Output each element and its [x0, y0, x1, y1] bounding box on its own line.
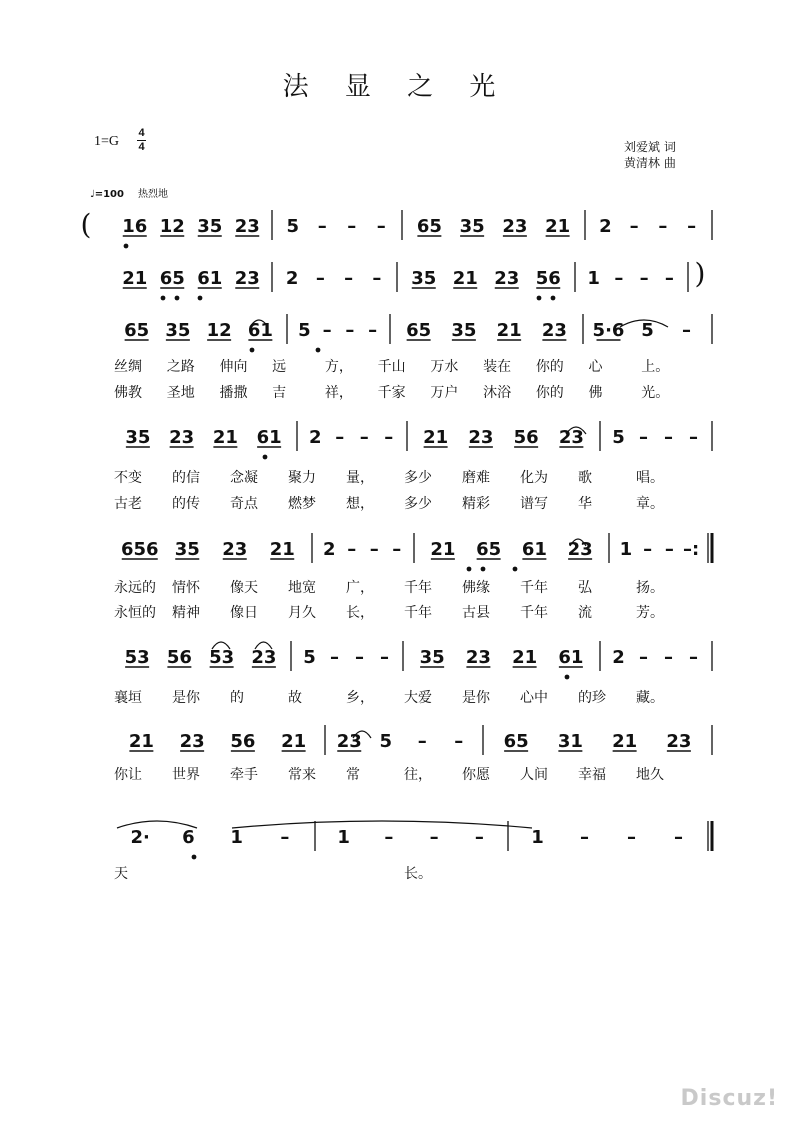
note-group: –	[614, 268, 624, 289]
lyric-word: 精彩	[462, 496, 490, 512]
note-group: 56	[513, 427, 539, 448]
composer-credit: 黄清林 曲	[624, 156, 676, 170]
note-group: 65	[416, 216, 442, 237]
note-group: 53	[209, 647, 235, 668]
lyric-word: 的珍	[578, 690, 606, 706]
note-group: 1	[531, 827, 544, 848]
lyricist-credit: 刘爱斌 词	[624, 140, 676, 154]
low-octave-dot	[565, 675, 570, 680]
lyric-word: 化为	[520, 470, 548, 486]
lyric-word: 磨难	[462, 470, 490, 486]
lyric-word: 像日	[230, 605, 258, 621]
note-group: –	[369, 539, 379, 560]
lyric-word: 你让	[114, 767, 142, 783]
note-group: 12	[159, 216, 185, 237]
note-group: 2	[322, 539, 336, 560]
note-group: 23	[234, 216, 260, 237]
lyric-word: 襄垣	[114, 690, 142, 706]
song-title: 法 显 之 光	[282, 72, 510, 102]
note-group: 65	[476, 539, 502, 560]
lyric-word: 地宽	[288, 580, 316, 596]
note-group: 35	[174, 539, 200, 560]
lyric-word: 弘	[578, 580, 592, 596]
note-group: –	[639, 647, 648, 668]
note-group: 23	[666, 731, 692, 752]
lyric-word: 佛缘	[462, 580, 490, 596]
note-group: –	[687, 216, 697, 237]
note-group: 2	[599, 216, 612, 237]
lyric-word: 故	[288, 690, 302, 706]
lyric-word: 往，	[404, 767, 432, 783]
note-group: 23	[234, 268, 260, 289]
lyric-word: 千年	[520, 580, 548, 596]
note-group: –	[347, 216, 357, 237]
note-group: 5	[303, 647, 316, 668]
note-group: 21	[545, 216, 571, 237]
lyric-word: 多少	[404, 496, 432, 512]
note-group: 35	[419, 647, 445, 668]
note-group: –	[417, 731, 427, 752]
note-group: 35	[165, 320, 191, 341]
note-group: 21	[430, 539, 456, 560]
note-group: 5·6	[592, 320, 625, 341]
lyric-word: 谱写	[520, 496, 548, 512]
low-octave-dot	[513, 567, 518, 572]
note-group: 56	[230, 731, 256, 752]
note-group: 23	[179, 731, 205, 752]
note-group: 23	[336, 731, 362, 752]
low-octave-dot	[537, 296, 542, 301]
note-group: –	[330, 647, 339, 668]
note-group: 23	[251, 647, 277, 668]
note-group: 35	[197, 216, 223, 237]
note-group: 2	[285, 268, 299, 289]
low-octave-dot	[481, 567, 486, 572]
note-group: –	[347, 539, 357, 560]
note-group: –	[639, 427, 648, 448]
lyric-word: 唱。	[636, 470, 664, 486]
lyric-word: 是你	[462, 690, 490, 706]
note-group: 21	[452, 268, 478, 289]
lyric-word: 章。	[636, 496, 664, 512]
lyric-word: 想，	[346, 496, 374, 512]
lyric-word: 伸向	[219, 359, 248, 375]
note-group: 56	[166, 647, 192, 668]
lyric-word: 藏。	[636, 690, 664, 706]
note-group: 2·	[130, 827, 150, 848]
lyric-word: 你愿	[462, 767, 490, 783]
lyric-word: 精神	[172, 605, 200, 621]
note-group: 21	[128, 731, 154, 752]
lyric-word: 念凝	[230, 470, 258, 486]
lyric-word: 乡，	[346, 690, 374, 706]
note-group: –	[689, 427, 698, 448]
lyric-word: 千年	[404, 605, 432, 621]
note-group: –	[335, 427, 345, 448]
lyric-word: 千年	[404, 580, 432, 596]
note-group: 65	[406, 320, 432, 341]
lyric-word: 人间	[520, 767, 548, 783]
lyric-word: 圣地	[166, 385, 195, 401]
note-group: 61	[558, 647, 584, 668]
note-group: 23	[222, 539, 248, 560]
low-octave-dot	[161, 296, 166, 301]
note-group: 35	[451, 320, 477, 341]
note-group: 61	[247, 320, 273, 341]
note-group: 23	[169, 427, 195, 448]
lyric-word: 千年	[520, 605, 548, 621]
note-group: 2	[308, 427, 322, 448]
lyric-word: 情怀	[172, 580, 200, 596]
note-group: 5	[298, 320, 311, 341]
note-group: 23	[494, 268, 520, 289]
lyric-word: 古县	[462, 605, 490, 621]
note-group: 23	[465, 647, 491, 668]
note-group: 23	[468, 427, 494, 448]
lyric-word: 千山	[377, 359, 406, 375]
lyric-word: 月久	[288, 605, 316, 621]
note-group: –	[454, 731, 464, 752]
note-group: 12	[206, 320, 232, 341]
lyric-word: 长，	[346, 605, 374, 621]
note-group: –	[384, 827, 394, 848]
note-group: –	[627, 827, 636, 848]
note-group: –	[664, 539, 674, 560]
lyric-word: 是你	[172, 690, 200, 706]
lyric-word: 之路	[166, 359, 195, 375]
note-group: –	[664, 427, 673, 448]
note-group: 65	[503, 731, 529, 752]
lyric-word: 心	[588, 359, 603, 375]
lyric-word: 聚力	[288, 470, 316, 486]
note-group: 23	[558, 427, 584, 448]
note-group: 35	[125, 427, 151, 448]
lyric-word: 燃梦	[288, 496, 316, 512]
lyric-word: 远	[272, 359, 287, 375]
note-group: 21	[496, 320, 522, 341]
lyric-word: 你的	[535, 359, 564, 375]
lyric-word: 大爱	[404, 690, 432, 706]
note-group: 23	[541, 320, 567, 341]
lyric-word: 丝绸	[114, 359, 142, 375]
note-group: 2	[612, 647, 625, 668]
note-group: –	[629, 216, 639, 237]
note-group: –	[280, 827, 290, 848]
note-group: 61	[256, 427, 282, 448]
lyric-word: 奇点	[230, 496, 258, 512]
lyric-word: 心中	[520, 690, 548, 706]
lyric-word: 吉	[272, 385, 287, 401]
note-group: –	[664, 647, 673, 668]
tempo-bpm: ♩=100	[90, 189, 124, 200]
lyric-word: 祥，	[324, 385, 353, 401]
low-octave-dot	[551, 296, 556, 301]
repeat-paren-close: )	[694, 257, 706, 290]
lyric-word: 华	[578, 496, 592, 512]
lyric-word: 歌	[578, 470, 592, 486]
lyric-word: 量，	[346, 470, 374, 486]
note-group: 21	[269, 539, 295, 560]
lyric-word: 万水	[430, 359, 459, 375]
note-group: 21	[512, 647, 538, 668]
lyric-word: 常	[346, 767, 360, 783]
lyric-word: 的	[230, 690, 244, 706]
note-group: –:	[683, 539, 700, 560]
note-group: –	[344, 268, 354, 289]
note-group: –	[345, 320, 355, 341]
note-group: 5	[612, 427, 625, 448]
note-group: –	[682, 320, 691, 341]
lyric-word: 你的	[535, 385, 564, 401]
note-group: –	[376, 216, 386, 237]
note-group: 21	[212, 427, 238, 448]
note-group: –	[658, 216, 668, 237]
note-group: 6	[182, 827, 195, 848]
note-group: –	[359, 427, 369, 448]
note-group: 5	[286, 216, 300, 237]
lyric-word: 常来	[288, 767, 316, 783]
note-group: 23	[567, 539, 593, 560]
lyric-word: 芳。	[636, 605, 664, 621]
key-signature: 1=G	[94, 134, 120, 149]
lyric-word: 上。	[641, 359, 670, 375]
note-group: –	[429, 827, 439, 848]
note-group: –	[674, 827, 683, 848]
note-group: –	[474, 827, 484, 848]
lyric-word: 的传	[172, 496, 200, 512]
note-group: 21	[423, 427, 449, 448]
note-group: 5	[379, 731, 393, 752]
repeat-paren-open: (	[80, 208, 92, 241]
lyric-word: 万户	[430, 385, 459, 401]
note-group: 5	[641, 320, 654, 341]
lyric-word: 佛	[588, 385, 603, 401]
lyric-word: 光。	[641, 385, 670, 401]
note-group: –	[355, 647, 364, 668]
note-group: 16	[122, 216, 148, 237]
note-group: –	[317, 216, 327, 237]
low-octave-dot	[124, 244, 129, 249]
lyric-word: 地久	[636, 767, 664, 783]
note-group: 31	[557, 731, 583, 752]
time-signature-bottom: 4	[138, 141, 145, 153]
lyric-word: 扬。	[636, 580, 664, 596]
low-octave-dot	[467, 567, 472, 572]
low-octave-dot	[263, 455, 268, 460]
note-group: 1	[619, 539, 633, 560]
note-group: 1	[587, 268, 600, 289]
lyric-word: 永远的	[114, 580, 156, 596]
lyric-word: 不变	[114, 470, 142, 486]
note-group: –	[384, 427, 394, 448]
lyric-word: 的信	[172, 470, 200, 486]
note-group: 1	[230, 827, 243, 848]
lyric-word: 天	[114, 866, 128, 882]
tempo-expression: 热烈地	[137, 189, 168, 200]
time-signature-top: 4	[138, 127, 145, 139]
lyric-word: 多少	[404, 470, 432, 486]
note-group: 61	[197, 268, 223, 289]
lyric-word: 像天	[230, 580, 258, 596]
note-group: –	[392, 539, 402, 560]
note-group: 656	[120, 539, 159, 560]
note-group: 35	[459, 216, 485, 237]
slur	[232, 821, 532, 828]
note-group: –	[380, 647, 389, 668]
note-group: 23	[502, 216, 528, 237]
note-group: 21	[122, 268, 148, 289]
lyric-word: 幸福	[578, 767, 606, 783]
watermark-logo: Discuz!	[680, 1086, 778, 1111]
lyric-word: 方，	[324, 359, 353, 375]
note-group: –	[368, 320, 378, 341]
note-group: –	[322, 320, 332, 341]
note-group: 21	[281, 731, 307, 752]
note-group: –	[315, 268, 325, 289]
note-group: 35	[411, 268, 437, 289]
note-group: 61	[521, 539, 547, 560]
lyric-word: 流	[578, 605, 592, 621]
lyric-word: 世界	[172, 767, 200, 783]
lyric-word: 古老	[114, 496, 142, 512]
note-group: –	[664, 268, 674, 289]
note-group: –	[689, 647, 698, 668]
note-group: 65	[124, 320, 150, 341]
lyric-word: 永恒的	[114, 605, 156, 621]
note-group: 21	[612, 731, 638, 752]
low-octave-dot	[198, 296, 203, 301]
lyric-word: 长。	[404, 866, 432, 882]
lyric-word: 佛教	[114, 385, 142, 401]
lyric-word: 播撒	[219, 385, 248, 401]
note-group: 56	[535, 268, 561, 289]
note-group: 53	[124, 647, 150, 668]
low-octave-dot	[316, 348, 321, 353]
lyric-word: 千家	[377, 385, 406, 401]
note-group: –	[580, 827, 589, 848]
note-group: –	[643, 539, 653, 560]
lyric-word: 牵手	[230, 767, 258, 783]
note-group: –	[372, 268, 382, 289]
low-octave-dot	[192, 855, 197, 860]
note-group: 1	[337, 827, 350, 848]
note-group: –	[639, 268, 649, 289]
lyric-word: 广，	[346, 580, 374, 596]
lyric-word: 沐浴	[483, 385, 512, 401]
low-octave-dot	[250, 348, 255, 353]
low-octave-dot	[175, 296, 180, 301]
note-group: 65	[159, 268, 185, 289]
lyric-word: 装在	[483, 359, 512, 375]
